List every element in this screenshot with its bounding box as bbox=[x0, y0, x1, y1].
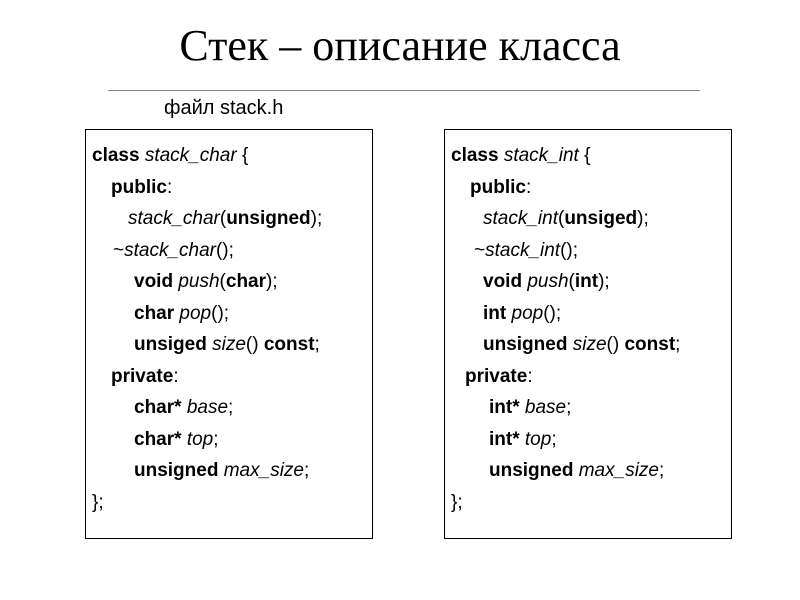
code-text: : bbox=[527, 365, 533, 387]
title-divider bbox=[108, 90, 700, 91]
code-identifier: base bbox=[524, 397, 567, 418]
code-keyword: char bbox=[134, 302, 175, 324]
code-text: () bbox=[245, 334, 264, 355]
code-text: (); bbox=[215, 239, 234, 261]
code-text: }; bbox=[92, 491, 104, 513]
code-line bbox=[86, 203, 372, 235]
code-text: (); bbox=[560, 239, 579, 261]
code-line bbox=[445, 140, 731, 172]
code-keyword: unsigned bbox=[226, 208, 311, 229]
code-text: ; bbox=[303, 460, 310, 481]
code-keyword: unsigned bbox=[134, 460, 219, 481]
code-line bbox=[86, 235, 372, 267]
code-identifier: size bbox=[572, 334, 607, 355]
code-text: ; bbox=[213, 428, 219, 450]
code-keyword: int* bbox=[489, 397, 520, 418]
code-text: : bbox=[173, 365, 179, 387]
code-text: ; bbox=[566, 397, 572, 418]
code-line bbox=[86, 172, 372, 204]
code-line bbox=[445, 266, 731, 298]
code-keyword: int bbox=[483, 302, 507, 324]
code-line bbox=[86, 361, 372, 393]
code-text: ; bbox=[228, 397, 234, 418]
code-keyword: unsigned bbox=[489, 460, 574, 481]
code-keyword: private bbox=[465, 365, 528, 387]
code-identifier: top bbox=[524, 428, 552, 450]
code-text: ); bbox=[598, 271, 610, 292]
code-keyword: const bbox=[624, 334, 676, 355]
code-keyword: void bbox=[134, 271, 174, 292]
code-keyword: public bbox=[111, 176, 167, 198]
code-keyword: char bbox=[225, 271, 267, 292]
code-keyword: int* bbox=[489, 428, 520, 450]
code-line bbox=[445, 392, 731, 424]
code-text: ); bbox=[310, 208, 323, 229]
code-keyword: private bbox=[111, 365, 174, 387]
code-text: : bbox=[166, 176, 173, 198]
code-keyword: char* bbox=[134, 397, 182, 418]
code-text: ( bbox=[557, 208, 565, 229]
code-identifier: stack_char bbox=[124, 239, 216, 261]
code-keyword: const bbox=[263, 334, 315, 355]
code-keyword: public bbox=[470, 176, 526, 198]
code-keyword: unsigned bbox=[483, 334, 568, 355]
code-text: ); bbox=[266, 271, 278, 292]
code-line bbox=[445, 235, 731, 267]
code-identifier: size bbox=[212, 334, 246, 355]
code-line bbox=[445, 329, 731, 361]
code-keyword: class bbox=[451, 145, 499, 166]
code-line bbox=[86, 424, 372, 456]
code-keyword: unsiged bbox=[134, 334, 207, 355]
file-caption: файл stack.h bbox=[164, 97, 284, 119]
code-text: }; bbox=[451, 491, 463, 513]
code-text: : bbox=[525, 176, 532, 198]
code-text: ; bbox=[314, 334, 320, 355]
code-text: ( bbox=[568, 271, 575, 292]
code-text: ); bbox=[637, 208, 649, 229]
code-text: (); bbox=[211, 302, 230, 324]
code-line bbox=[445, 455, 731, 487]
code-text: ; bbox=[658, 460, 665, 481]
code-line bbox=[86, 392, 372, 424]
code-keyword: unsiged bbox=[564, 208, 638, 229]
code-identifier: pop bbox=[511, 302, 544, 324]
code-text: ; bbox=[551, 428, 557, 450]
code-identifier: pop bbox=[179, 302, 212, 324]
code-identifier: base bbox=[186, 397, 229, 418]
code-text: () bbox=[606, 334, 625, 355]
code-text: (); bbox=[543, 302, 562, 324]
code-line bbox=[86, 140, 372, 172]
code-text: ~ bbox=[113, 239, 125, 261]
code-identifier: push bbox=[178, 271, 220, 292]
code-keyword: char* bbox=[134, 428, 182, 450]
code-text: { bbox=[578, 145, 591, 166]
code-identifier: stack_int bbox=[483, 208, 558, 229]
code-text: ~ bbox=[474, 239, 486, 261]
code-text: ( bbox=[219, 271, 226, 292]
code-line bbox=[445, 172, 731, 204]
code-line bbox=[86, 298, 372, 330]
code-box-stack-char bbox=[85, 129, 373, 539]
code-identifier: max_size bbox=[223, 460, 304, 481]
code-text: ; bbox=[675, 334, 681, 355]
code-line bbox=[86, 455, 372, 487]
code-line bbox=[86, 266, 372, 298]
code-line bbox=[86, 487, 372, 519]
code-line bbox=[445, 424, 731, 456]
code-line bbox=[445, 298, 731, 330]
code-box-stack-int bbox=[444, 129, 732, 539]
code-keyword: int bbox=[574, 271, 599, 292]
code-line bbox=[445, 203, 731, 235]
code-line bbox=[86, 329, 372, 361]
code-identifier: push bbox=[527, 271, 569, 292]
code-identifier: top bbox=[186, 428, 214, 450]
code-identifier: stack_int bbox=[485, 239, 561, 261]
code-line bbox=[445, 487, 731, 519]
slide-title: Стек – описание класса bbox=[179, 21, 621, 70]
code-text: ( bbox=[219, 208, 227, 229]
code-identifier: stack_char bbox=[128, 208, 220, 229]
code-keyword: class bbox=[92, 145, 140, 166]
code-line bbox=[445, 361, 731, 393]
code-text: { bbox=[236, 145, 249, 166]
code-keyword: void bbox=[483, 271, 523, 292]
code-identifier: max_size bbox=[578, 460, 659, 481]
code-identifier: stack_int bbox=[503, 145, 579, 166]
code-identifier: stack_char bbox=[144, 145, 237, 166]
